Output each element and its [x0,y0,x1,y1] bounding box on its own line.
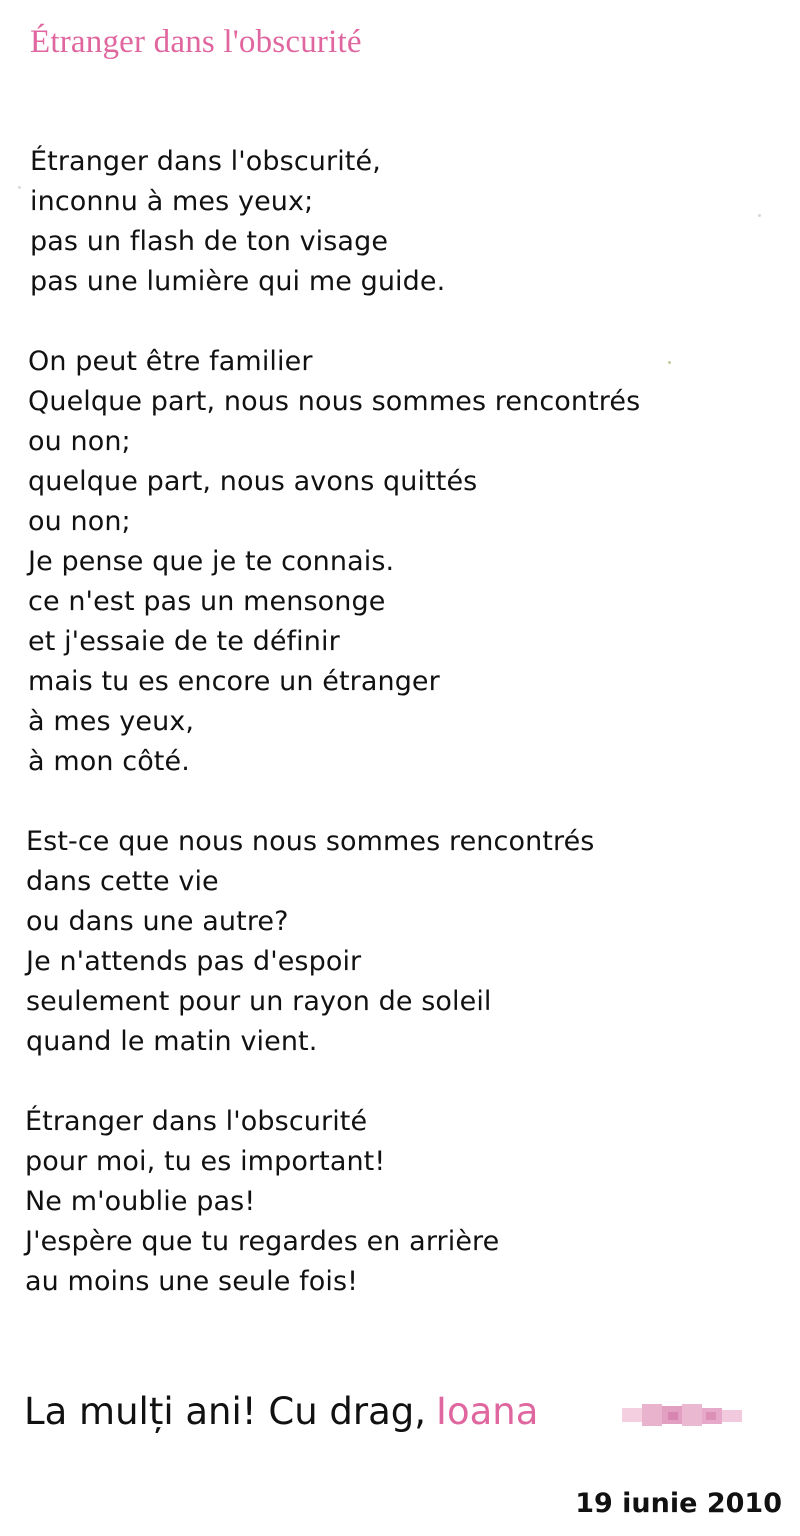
poem-line: pour moi, tu es important! [25,1146,386,1177]
poem-line: Je pense que je te connais. [28,546,395,577]
poem-line: Je n'attends pas d'espoir [26,946,362,977]
stanza-3 [26,822,594,1062]
signature-line [24,1388,538,1436]
poem-line: à mon côté. [28,746,190,777]
poem-line: et j'essaie de te définir [28,626,340,657]
poem-line: J'espère que tu regardes en arrière [25,1226,500,1257]
poem-line: ou non; [28,506,131,537]
redacted-surname [622,1400,742,1430]
poem-line: Est-ce que nous nous sommes rencontrés [26,826,595,857]
poem-line: inconnu à mes yeux; [30,186,314,217]
scan-speck [668,361,671,364]
poem-line: quelque part, nous avons quittés [28,466,478,497]
poem-line: Étranger dans l'obscurité, [30,146,381,177]
poem-line: mais tu es encore un étranger [28,666,440,697]
poem-line: dans cette vie [26,866,219,897]
poem-line: Quelque part, nous nous sommes rencontrés [28,386,641,417]
stanza-1 [30,142,445,302]
poem-line: On peut être familier [28,346,313,377]
poem-line: ou dans une autre? [26,906,289,937]
stanza-2 [28,342,640,782]
poem-line: pas un flash de ton visage [30,226,389,257]
poem-line: quand le matin vient. [26,1026,318,1057]
poem-line: seulement pour un rayon de soleil [26,986,492,1017]
poem-line: Étranger dans l'obscurité [25,1106,368,1137]
poem-line: ou non; [28,426,131,457]
scan-speck [18,186,21,189]
poem-line: à mes yeux, [28,706,195,737]
scan-speck [758,214,761,217]
poem-line: pas une lumière qui me guide. [30,266,446,297]
stanza-4 [25,1102,499,1302]
date-label: 19 iunie 2010 [575,1488,782,1519]
poem-line: Ne m'oublie pas! [25,1186,256,1217]
poem-line: ce n'est pas un mensonge [28,586,386,617]
poem-title: Étranger dans l'obscurité [30,24,362,60]
poem-line: au moins une seule fois! [25,1266,359,1297]
signature-greeting: La mulți ani! Cu drag, [24,1390,427,1433]
signature-name: Ioana [436,1390,539,1433]
